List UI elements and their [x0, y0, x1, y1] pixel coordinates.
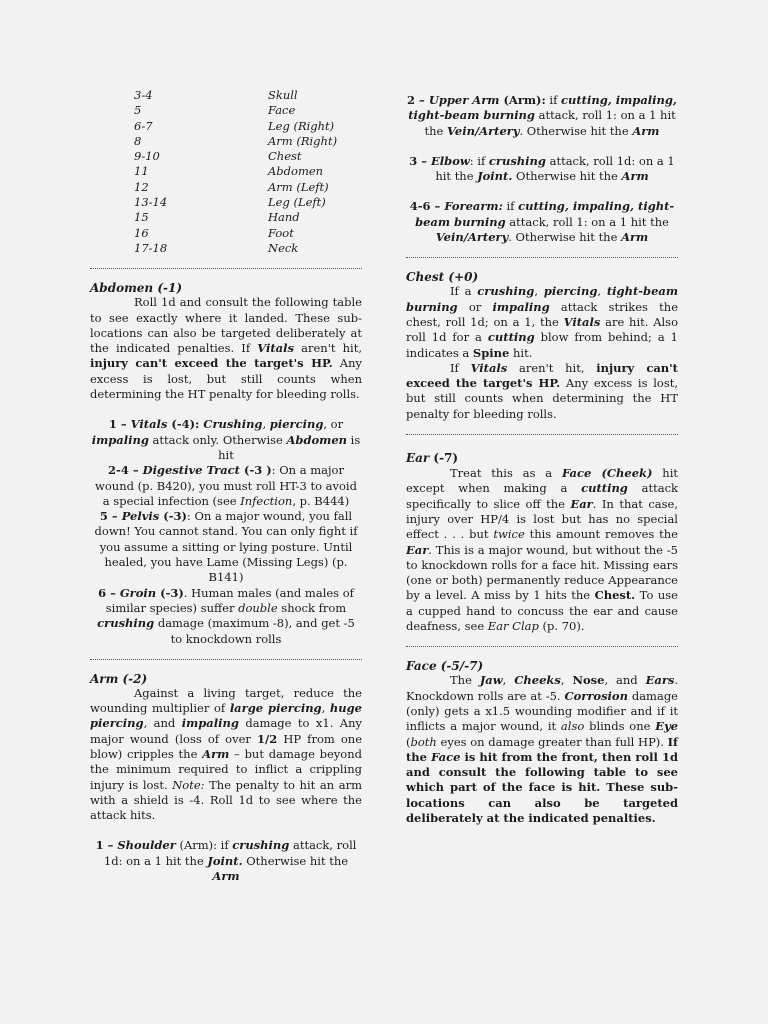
- chest-paragraph: If a crushing, piercing, tight-beam burning or impaling attack strikes the chest, roll 1d; on a 1, the Vitals are hit. Also roll 1d for a cutting blow from behind; a 1 indicates a Spine hit.: [406, 284, 679, 360]
- chest-heading: Chest (+0): [406, 270, 479, 285]
- vitals-entry: 1 – Vitals (-4): Crushing, piercing, or impaling attack only. Otherwise Abdomen is hit: [91, 417, 361, 462]
- left-column: [90, 88, 362, 884]
- table-row: [134, 195, 362, 210]
- hit-location: Leg (Right): [268, 118, 335, 133]
- hit-location: Face: [268, 103, 296, 118]
- arm-paragraph: Against a living target, reduce the wounding multiplier of large piercing, huge piercing, and impaling damage to x1. Any major wound (loss of over 1/2 HP from one blow) cripples the Arm – but damage beyond the minimum required to inflict a crippling injury is lost. Note: The penalty to hit an arm with a shield is -4. Roll 1d to see where the attack hits.: [90, 685, 363, 823]
- digestive-tract-entry: 2-4 – Digestive Tract (-3 ): On a major wound (p. B420), you must roll HT-3 to avoid a special infection (see Infection, p. B444): [95, 463, 357, 508]
- abdomen-paragraph: Roll 1d and consult the following table to see exactly where it landed. These sub-locations can also be targeted deliberately at the indicated penalties. If Vitals aren't hit, injury can't exceed the target's HP. Any excess is lost, but still counts when determining the HT penalty for bleeding rolls.: [90, 295, 362, 402]
- face-heading: Face (-5/-7): [406, 659, 484, 674]
- hit-location: Skull: [268, 88, 298, 102]
- hit-location-table: [134, 88, 362, 256]
- table-row: [134, 226, 362, 241]
- hit-location: Abdomen: [268, 164, 324, 179]
- hit-location: Arm (Right): [268, 133, 338, 148]
- roll-range: 12: [134, 179, 149, 194]
- table-row: [134, 180, 362, 195]
- roll-range: 6-7: [134, 118, 153, 133]
- forearm-entry: 4-6 – Forearm: if cutting, impaling, tight-beam burning attack, roll 1: on a 1 hit the Vein/Artery. Otherwise hit the Arm: [409, 199, 675, 245]
- roll-range: 9-10: [134, 149, 160, 164]
- hit-location: Chest: [268, 149, 302, 164]
- table-row: [134, 210, 362, 225]
- hit-location: Hand: [268, 210, 300, 225]
- hit-location: Neck: [268, 240, 299, 255]
- table-row: [134, 88, 362, 103]
- abdomen-heading: Abdomen (-1): [90, 281, 183, 296]
- table-row: [134, 164, 362, 179]
- groin-entry: 6 – Groin (-3). Human males (and males of similar species) suffer double shock from crushing damage (maximum -8), and get -5 to knockdown rolls: [97, 585, 355, 646]
- dotted-divider: [406, 646, 678, 647]
- dotted-divider: [406, 434, 678, 435]
- arm-heading: Arm (-2): [90, 671, 148, 686]
- right-column: [406, 93, 678, 826]
- roll-range: 5: [134, 103, 142, 118]
- table-row: [134, 134, 362, 149]
- hit-location: Arm (Left): [268, 179, 329, 194]
- face-paragraph: The Jaw, Cheeks, Nose, and Ears. Knockdown rolls are at -5. Corrosion damage (only) gets a x1.5 wounding modifier and if it inflicts a major wound, it also blinds one Eye (both eyes on damage greater than full HP). If the Face is hit from the front, then roll 1d and consult the following table to see which part of the face is hit. These sub-locations can also be targeted deliberately at the indicated penalties.: [406, 673, 679, 825]
- roll-range: 16: [134, 225, 149, 240]
- table-row: [134, 119, 362, 134]
- hit-location: Leg (Left): [268, 195, 326, 210]
- shoulder-entry: 1 – Shoulder (Arm): if crushing attack, roll 1d: on a 1 hit the Joint. Otherwise hit the Arm: [95, 838, 357, 884]
- upper-arm-entry: 2 – Upper Arm (Arm): if cutting, impaling, tight-beam burning attack, roll 1: on a 1 hit the Vein/Artery. Otherwise hit the Arm: [407, 93, 677, 138]
- ear-paragraph: Treat this as a Face (Cheek) hit except when making a cutting attack specifically to slice off the Ear. In that case, injury over HP/4 is lost but has no special effect . . . but twice this amount removes the Ear. This is a major wound, but without the -5 to knockdown rolls for a face hit. Missing ears (one or both) permanently reduce Appearance by a level. A miss by 1 hits the Chest. To use a cupped hand to concuss the ear and cause deafness, see Ear Clap (p. 70).: [406, 466, 678, 634]
- elbow-entry: 3 – Elbow: if crushing attack, roll 1d: on a 1 hit the Joint. Otherwise hit the Arm: [409, 153, 675, 184]
- roll-range: 3-4: [134, 88, 153, 102]
- dotted-divider: [406, 257, 678, 258]
- roll-range: 13-14: [134, 195, 168, 210]
- dotted-divider: [90, 268, 362, 269]
- chest-paragraph-2: If Vitals aren't hit, injury can't exceed the target's HP. Any excess is lost, but still counts when determining the HT penalty for bleeding rolls.: [406, 360, 678, 421]
- roll-range: 8: [134, 133, 142, 148]
- table-row: [134, 103, 362, 118]
- table-row: [134, 241, 362, 256]
- hit-location: Foot: [268, 225, 294, 240]
- table-row: [134, 149, 362, 164]
- dotted-divider: [90, 659, 362, 660]
- ear-heading: Ear (-7): [406, 451, 459, 466]
- roll-range: 17-18: [134, 240, 168, 255]
- roll-range: 15: [134, 210, 149, 225]
- pelvis-entry: 5 – Pelvis (-3): On a major wound, you fall down! You cannot stand. You can only fight if you assume a sitting or lying posture. Until healed, you have Lame (Missing Legs) (p. B141): [94, 509, 358, 585]
- roll-range: 11: [134, 164, 149, 179]
